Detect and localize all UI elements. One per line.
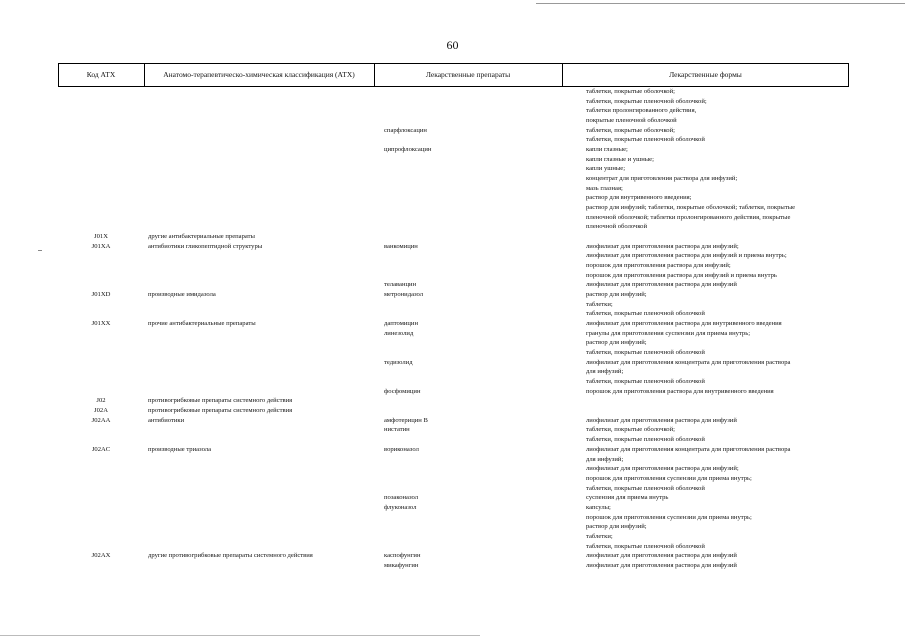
page-number: 60 <box>446 38 459 52</box>
header-classification: Анатомо-терапевтическо-химическая классификация (АТХ) <box>163 70 355 79</box>
dosage-form: лиофилизат для приготовления раствора для внутривенного введения <box>586 320 782 328</box>
table-row <box>0 416 905 426</box>
table-row <box>0 193 905 203</box>
table-row <box>0 174 905 184</box>
dosage-form: таблетки, покрытые пленочной оболочкой; <box>586 97 707 105</box>
atc-code: J02AX <box>91 552 111 560</box>
drug-name: линезолид <box>384 329 414 337</box>
table-row <box>0 126 905 136</box>
dosage-form: раствор для внутривенного введения; <box>586 194 692 202</box>
dosage-form: таблетки, покрытые пленочной оболочкой <box>586 378 705 386</box>
drug-name: каспофунгин <box>384 552 421 560</box>
table-row <box>0 503 905 513</box>
table-row <box>0 261 905 271</box>
drug-name: спарфлоксацин <box>384 126 427 134</box>
drug-name: вориконазол <box>384 445 419 453</box>
dosage-form: таблетки, покрытые пленочной оболочкой <box>586 484 705 492</box>
drug-name: ванкомицин <box>384 242 418 250</box>
table-row <box>0 425 905 435</box>
drug-name: микафунгин <box>384 561 419 569</box>
atc-classification: другие антибактериальные препараты <box>148 233 255 241</box>
table-row <box>0 290 905 300</box>
table-row <box>0 97 905 107</box>
dosage-form: таблетки, покрытые пленочной оболочкой <box>586 310 705 318</box>
table-row <box>0 348 905 358</box>
table-row <box>0 271 905 281</box>
table-row <box>0 232 905 242</box>
table-row <box>0 309 905 319</box>
table-row <box>0 513 905 523</box>
table-row <box>0 445 905 455</box>
table-row <box>0 145 905 155</box>
table-row <box>0 329 905 339</box>
dosage-form: раствор для инфузий; таблетки, покрытые оболочкой; таблетки, покрытые <box>586 204 796 211</box>
dosage-form: таблетки, покрытые оболочкой; <box>586 88 675 95</box>
drug-name: ципрофлоксацин <box>384 146 432 153</box>
dosage-form: лиофилизат для приготовления раствора для инфузий <box>586 416 737 424</box>
atc-code: J01XX <box>91 320 111 328</box>
drug-name: позаконазол <box>384 494 419 502</box>
dosage-form: порошок для приготовления суспензии для приема внутрь; <box>586 513 752 521</box>
dosage-form: капсулы; <box>586 503 611 511</box>
dosage-form: таблетки, покрытые оболочкой; <box>586 426 675 434</box>
header-forms: Лекарственные формы <box>669 70 742 79</box>
table-row <box>0 280 905 290</box>
atc-classification: антибиотики гликопептидной структуры <box>148 242 263 250</box>
dosage-form: таблетки, покрытые пленочной оболочкой <box>586 542 705 550</box>
drug-name: амфотерицин В <box>384 416 428 424</box>
dosage-form: лиофилизат для приготовления раствора для инфузий <box>586 281 737 289</box>
header-border <box>848 64 849 86</box>
table-row <box>0 358 905 368</box>
dosage-form: концентрат для приготовления раствора для инфузий; <box>586 175 738 182</box>
table-row <box>0 406 905 416</box>
table-row <box>0 164 905 174</box>
dosage-form: таблетки, покрытые пленочной оболочкой <box>586 436 705 444</box>
dosage-form: гранулы для приготовления суспензии для приема внутрь; <box>586 329 751 337</box>
table-row <box>0 242 905 252</box>
drug-name: флуконазол <box>384 503 417 511</box>
table-row <box>0 387 905 397</box>
table-row <box>0 155 905 165</box>
header-code: Код АТХ <box>86 70 116 79</box>
dosage-form: капли глазные и ушные; <box>586 155 654 163</box>
dosage-form: таблетки, покрытые пленочной оболочкой <box>586 136 705 144</box>
dosage-form: покрытые пленочной оболочкой <box>586 117 677 124</box>
atc-classification: противогрибковые препараты системного действия <box>148 397 293 405</box>
margin-mark <box>38 250 42 251</box>
atc-code: J02A <box>94 407 108 415</box>
table-row <box>0 396 905 406</box>
table-row <box>0 116 905 126</box>
atc-code: J02AA <box>91 416 111 424</box>
drug-name: телаванцин <box>384 281 417 289</box>
atc-classification: антибиотики <box>148 416 185 424</box>
atc-code: J01X <box>94 233 108 241</box>
atc-code: J01XA <box>91 242 111 250</box>
top-rule <box>536 3 905 4</box>
table-row <box>0 367 905 377</box>
table-row <box>0 493 905 503</box>
dosage-form: раствор для инфузий; <box>586 291 647 299</box>
atc-classification: противогрибковые препараты системного действия <box>148 407 293 415</box>
dosage-form: раствор для инфузий; <box>586 523 647 531</box>
atc-classification: производные триазола <box>148 445 212 453</box>
table-row <box>0 184 905 194</box>
dosage-form: таблетки; <box>586 300 613 308</box>
drug-name: тедизолид <box>384 358 413 366</box>
table-row <box>0 106 905 116</box>
dosage-form: таблетки, покрытые оболочкой; <box>586 126 675 134</box>
dosage-form: порошок для приготовления раствора для инфузий; <box>586 262 731 270</box>
table-row <box>0 213 905 223</box>
table-row <box>0 522 905 532</box>
drug-name: даптомицин <box>384 320 418 328</box>
table-row <box>0 135 905 145</box>
table-row <box>0 561 905 571</box>
table-row <box>0 251 905 261</box>
table-row <box>0 542 905 552</box>
table-row <box>0 338 905 348</box>
dosage-form: лиофилизат для приготовления раствора для инфузий; <box>586 242 739 250</box>
dosage-form: пленочной оболочкой; таблетки пролонгированного действия, покрытые <box>586 213 791 221</box>
dosage-form: суспензия для приема внутрь <box>586 494 669 502</box>
table-row <box>0 203 905 213</box>
dosage-form: порошок для приготовления раствора для инфузий и приема внутрь <box>586 271 777 279</box>
bottom-rule <box>0 635 480 636</box>
table-row <box>0 300 905 310</box>
table-row <box>0 319 905 329</box>
table-row <box>0 455 905 465</box>
dosage-form: капли ушные; <box>586 165 626 173</box>
dosage-form: таблетки, покрытые пленочной оболочкой <box>586 349 705 357</box>
dosage-form: таблетки; <box>586 532 613 540</box>
dosage-form: капли глазные; <box>586 146 628 153</box>
dosage-form: лиофилизат для приготовления концентрата для приготовления раствора <box>586 358 791 366</box>
atc-classification: прочие антибактериальные препараты <box>148 320 256 328</box>
table-row <box>0 532 905 542</box>
table-header <box>58 63 849 87</box>
table-row <box>0 435 905 445</box>
dosage-form: порошок для приготовления суспензии для приема внутрь; <box>586 474 752 482</box>
dosage-form: раствор для инфузий; <box>586 339 647 347</box>
dosage-form: для инфузий; <box>586 368 624 376</box>
dosage-form: лиофилизат для приготовления раствора для инфузий; <box>586 465 739 473</box>
dosage-form: лиофилизат для приготовления раствора для инфузий <box>586 552 737 560</box>
atc-classification: другие противогрибковые препараты системного действия <box>148 552 313 560</box>
table-row <box>0 377 905 387</box>
drug-name: метронидазол <box>384 291 424 299</box>
header-drugs: Лекарственные препараты <box>425 70 511 79</box>
dosage-form: таблетки пролонгированного действия, <box>586 107 697 115</box>
table-row <box>0 87 905 97</box>
dosage-form: для инфузий; <box>586 455 624 463</box>
table-row <box>0 222 905 232</box>
dosage-form: мазь глазная; <box>586 184 623 192</box>
table-row <box>0 474 905 484</box>
dosage-form: лиофилизат для приготовления концентрата для приготовления раствора <box>586 445 791 453</box>
dosage-form: пленочной оболочкой <box>586 223 648 231</box>
dosage-form: лиофилизат для приготовления раствора для инфузий и приема внутрь; <box>586 252 787 260</box>
dosage-form: порошок для приготовления раствора для внутривенного введения <box>586 387 774 395</box>
atc-code: J02AC <box>91 445 111 453</box>
drug-name: нистатин <box>384 426 410 434</box>
table-row <box>0 484 905 494</box>
atc-code: J02 <box>96 397 106 405</box>
atc-code: J01XD <box>91 291 111 299</box>
drug-name: фосфомицин <box>384 387 421 395</box>
table-row <box>0 551 905 561</box>
dosage-form: лиофилизат для приготовления раствора для инфузий <box>586 561 737 569</box>
table-row <box>0 464 905 474</box>
atc-classification: производные имидазола <box>148 291 216 299</box>
